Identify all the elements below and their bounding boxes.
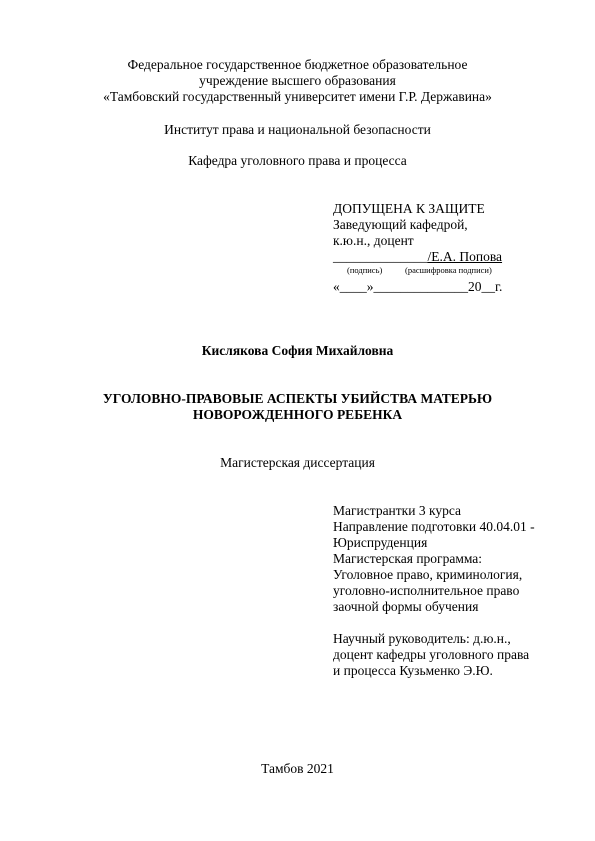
approval-position: Заведующий кафедрой, — [333, 217, 468, 232]
approval-date-line: «____»______________20__г. — [333, 279, 503, 294]
student-info-line: заочной формы обучения — [333, 599, 479, 614]
org-name-line-2: учреждение высшего образования — [199, 73, 396, 88]
city-year: Тамбов 2021 — [261, 761, 334, 776]
approval-degree: к.ю.н., доцент — [333, 233, 414, 248]
student-info-line: Магистерская программа: — [333, 551, 483, 566]
approval-title: ДОПУЩЕНА К ЗАЩИТЕ — [333, 201, 485, 216]
institute-name: Институт права и национальной безопасности — [164, 122, 431, 137]
author-name: Кислякова София Михайловна — [201, 343, 394, 358]
supervisor-info-line: и процесса Кузьменко Э.Ю. — [333, 663, 493, 678]
student-info-line: Направление подготовки 40.04.01 - — [333, 519, 535, 534]
caption-signature: (подпись) — [347, 265, 383, 275]
thesis-title-line-2: НОВОРОЖДЕННОГО РЕБЕНКА — [192, 407, 403, 422]
department-name: Кафедра уголовного права и процесса — [188, 153, 407, 168]
student-info-line: Магистрантки 3 курса — [333, 503, 461, 518]
work-type: Магистерская диссертация — [220, 455, 375, 470]
student-info-line: уголовно-исполнительное право — [333, 583, 520, 598]
supervisor-info-block — [333, 631, 529, 679]
approval-signature-line — [333, 249, 502, 265]
supervisor-info-line: Научный руководитель: д.ю.н., — [333, 631, 511, 646]
signature-blank: ______________ — [333, 249, 428, 264]
student-info-line: Юриспруденция — [333, 535, 428, 550]
university-name: «Тамбовский государственный университет имени Г.Р. Державина» — [103, 89, 492, 104]
org-name-line-1: Федеральное государственное бюджетное образовательное — [127, 57, 468, 72]
student-info-line: Уголовное право, криминология, — [333, 567, 523, 582]
caption-decoding: (расшифровка подписи) — [405, 265, 492, 275]
supervisor-info-line: доцент кафедры уголовного права — [333, 647, 530, 662]
thesis-title-line-1: УГОЛОВНО-ПРАВОВЫЕ АСПЕКТЫ УБИЙСТВА МАТЕРЬЮ — [102, 391, 493, 406]
signatory-name: /Е.А. Попова — [427, 249, 503, 264]
student-info-block — [333, 503, 535, 615]
